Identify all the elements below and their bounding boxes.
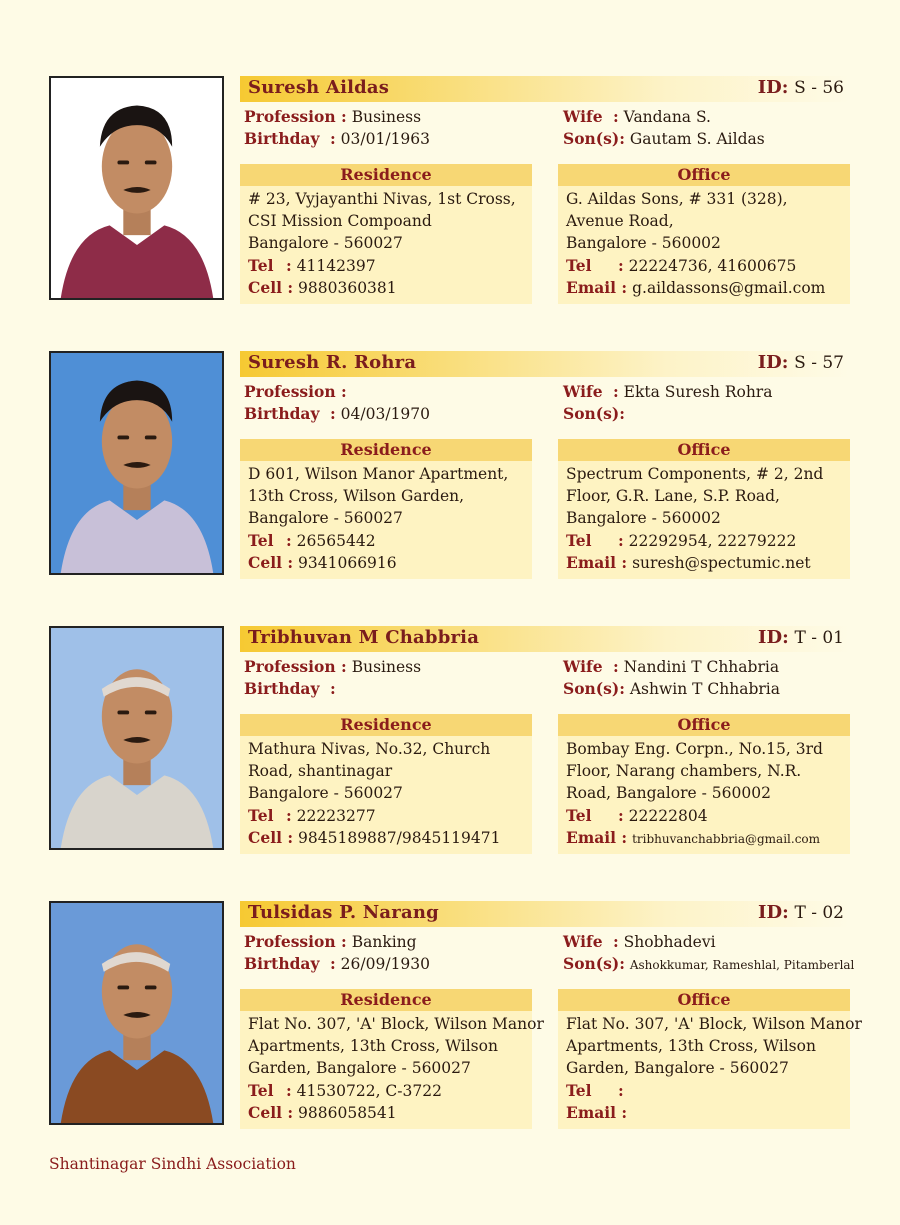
office-address-line: Avenue Road, bbox=[566, 212, 674, 230]
office-address-line: Bangalore - 560002 bbox=[566, 234, 721, 252]
member-photo bbox=[49, 76, 224, 300]
residence-box bbox=[240, 461, 532, 579]
office-tel-row bbox=[566, 256, 796, 275]
member-name: Tribhuvan M Chabbria bbox=[248, 627, 480, 648]
residence-tel-value: 22223277 bbox=[296, 807, 376, 825]
member-id bbox=[758, 77, 844, 98]
sons-row bbox=[563, 954, 854, 973]
residence-tel-colon: : bbox=[286, 1081, 292, 1100]
wife-label: Wife bbox=[563, 657, 603, 676]
office-header: Office bbox=[558, 164, 850, 186]
office-email-label: Email : bbox=[566, 278, 628, 297]
residence-cell-value: 9845189887/9845119471 bbox=[298, 829, 501, 847]
birthday-row bbox=[244, 129, 430, 148]
residence-address-line: Road, shantinagar bbox=[248, 762, 393, 780]
member-name: Suresh R. Rohra bbox=[248, 352, 417, 373]
residence-cell-value: 9341066916 bbox=[298, 554, 397, 572]
residence-cell-label: Cell : bbox=[248, 1103, 294, 1122]
office-box bbox=[558, 1011, 862, 1129]
member-id bbox=[758, 352, 844, 373]
office-tel-label: Tel bbox=[566, 806, 592, 825]
residence-cell-label: Cell : bbox=[248, 828, 294, 847]
wife-value: Shobhadevi bbox=[623, 933, 716, 951]
sons-label: Son(s): bbox=[563, 954, 625, 973]
residence-tel-label: Tel bbox=[248, 806, 274, 825]
profession-value: Business bbox=[351, 658, 422, 676]
office-tel-value: 22224736, 41600675 bbox=[628, 257, 797, 275]
birthday-colon: : bbox=[330, 404, 336, 423]
office-tel-row bbox=[566, 1081, 624, 1100]
member-photo bbox=[49, 626, 224, 850]
residence-tel-row bbox=[248, 256, 376, 275]
office-tel-colon: : bbox=[618, 256, 624, 275]
residence-cell-row bbox=[248, 553, 397, 572]
office-tel-row bbox=[566, 806, 708, 825]
residence-address-line: Mathura Nivas, No.32, Church bbox=[248, 740, 491, 758]
member-entry bbox=[0, 901, 900, 1155]
residence-tel-row bbox=[248, 806, 376, 825]
id-value: S - 57 bbox=[794, 353, 844, 373]
member-photo bbox=[49, 351, 224, 575]
profession-row bbox=[244, 932, 417, 951]
office-header: Office bbox=[558, 439, 850, 461]
residence-header: Residence bbox=[240, 164, 532, 186]
profession-row bbox=[244, 107, 421, 126]
wife-value: Vandana S. bbox=[623, 108, 711, 126]
office-address-line: Flat No. 307, 'A' Block, Wilson Manor bbox=[566, 1015, 862, 1033]
residence-tel-value: 41530722, C-3722 bbox=[296, 1082, 442, 1100]
birthday-value: 04/03/1970 bbox=[340, 405, 431, 423]
residence-box bbox=[240, 736, 532, 854]
residence-tel-label: Tel bbox=[248, 531, 274, 550]
profession-label: Profession : bbox=[244, 107, 347, 126]
id-label: ID: bbox=[757, 352, 789, 373]
name-bar bbox=[240, 901, 850, 927]
birthday-row bbox=[244, 679, 336, 698]
office-address-line: Spectrum Components, # 2, 2nd bbox=[566, 465, 824, 483]
office-tel-row bbox=[566, 531, 796, 550]
residence-tel-value: 26565442 bbox=[296, 532, 376, 550]
office-tel-value: 22292954, 22279222 bbox=[628, 532, 797, 550]
office-email-label: Email : bbox=[566, 553, 628, 572]
residence-header: Residence bbox=[240, 714, 532, 736]
birthday-value: 03/01/1963 bbox=[340, 130, 431, 148]
residence-address-line: 13th Cross, Wilson Garden, bbox=[248, 487, 465, 505]
office-box bbox=[558, 461, 850, 579]
residence-tel-row bbox=[248, 531, 376, 550]
office-tel-colon: : bbox=[618, 1081, 624, 1100]
profession-value: Banking bbox=[351, 933, 417, 951]
office-email-label: Email : bbox=[566, 828, 628, 847]
office-address-line: Bangalore - 560002 bbox=[566, 509, 721, 527]
residence-tel-label: Tel bbox=[248, 1081, 274, 1100]
member-id bbox=[758, 627, 844, 648]
office-tel-label: Tel bbox=[566, 256, 592, 275]
member-entry bbox=[0, 626, 900, 880]
office-address-line: Bombay Eng. Corpn., No.15, 3rd bbox=[566, 740, 823, 758]
wife-colon: : bbox=[613, 382, 619, 401]
footer-association-name: Shantinagar Sindhi Association bbox=[49, 1155, 296, 1173]
wife-label: Wife bbox=[563, 107, 603, 126]
residence-address-line: Bangalore - 560027 bbox=[248, 234, 403, 252]
residence-cell-row bbox=[248, 278, 397, 297]
birthday-colon: : bbox=[330, 129, 336, 148]
profession-value: Business bbox=[351, 108, 422, 126]
sons-label: Son(s): bbox=[563, 129, 625, 148]
birthday-colon: : bbox=[330, 679, 336, 698]
wife-row bbox=[563, 107, 711, 126]
member-name: Tulsidas P. Narang bbox=[248, 902, 439, 923]
wife-value: Nandini T Chhabria bbox=[623, 658, 780, 676]
office-address-line: Floor, G.R. Lane, S.P. Road, bbox=[566, 487, 780, 505]
residence-address-line: CSI Mission Compoand bbox=[248, 212, 432, 230]
residence-cell-label: Cell : bbox=[248, 553, 294, 572]
wife-colon: : bbox=[613, 107, 619, 126]
residence-cell-label: Cell : bbox=[248, 278, 294, 297]
residence-header: Residence bbox=[240, 439, 532, 461]
wife-row bbox=[563, 657, 779, 676]
name-bar bbox=[240, 351, 850, 377]
residence-tel-colon: : bbox=[286, 256, 292, 275]
residence-address-line: D 601, Wilson Manor Apartment, bbox=[248, 465, 509, 483]
sons-value: Gautam S. Aildas bbox=[629, 130, 765, 148]
office-header: Office bbox=[558, 714, 850, 736]
office-address-line: Garden, Bangalore - 560027 bbox=[566, 1059, 789, 1077]
office-address-line: G. Aildas Sons, # 331 (328), bbox=[566, 190, 788, 208]
sons-row bbox=[563, 404, 625, 423]
name-bar bbox=[240, 76, 850, 102]
id-value: T - 02 bbox=[794, 903, 844, 923]
sons-value: Ashokkumar, Rameshlal, Pitamberlal bbox=[629, 958, 855, 972]
office-email-value: suresh@spectumic.net bbox=[632, 554, 811, 572]
residence-header: Residence bbox=[240, 989, 532, 1011]
office-tel-value: 22222804 bbox=[628, 807, 708, 825]
office-tel-label: Tel bbox=[566, 531, 592, 550]
residence-cell-value: 9886058541 bbox=[298, 1104, 397, 1122]
residence-tel-colon: : bbox=[286, 806, 292, 825]
residence-box bbox=[240, 1011, 544, 1129]
profession-label: Profession : bbox=[244, 382, 347, 401]
profession-row bbox=[244, 657, 421, 676]
wife-label: Wife bbox=[563, 932, 603, 951]
office-email-row bbox=[566, 1103, 627, 1122]
profession-row bbox=[244, 382, 347, 401]
birthday-label: Birthday bbox=[244, 679, 320, 698]
wife-value: Ekta Suresh Rohra bbox=[623, 383, 773, 401]
birthday-label: Birthday bbox=[244, 129, 320, 148]
sons-row bbox=[563, 129, 765, 148]
name-bar bbox=[240, 626, 850, 652]
wife-row bbox=[563, 382, 772, 401]
birthday-label: Birthday bbox=[244, 954, 320, 973]
office-email-row bbox=[566, 828, 820, 847]
office-address-line: Road, Bangalore - 560002 bbox=[566, 784, 771, 802]
wife-colon: : bbox=[613, 932, 619, 951]
wife-row bbox=[563, 932, 716, 951]
profession-label: Profession : bbox=[244, 932, 347, 951]
office-address-line: Floor, Narang chambers, N.R. bbox=[566, 762, 802, 780]
wife-colon: : bbox=[613, 657, 619, 676]
office-email-value: tribhuvanchabbria@gmail.com bbox=[632, 832, 821, 846]
residence-tel-label: Tel bbox=[248, 256, 274, 275]
office-email-label: Email : bbox=[566, 1103, 628, 1122]
member-id bbox=[758, 902, 844, 923]
id-label: ID: bbox=[758, 627, 789, 648]
sons-label: Son(s): bbox=[563, 404, 625, 423]
id-label: ID: bbox=[758, 902, 789, 923]
birthday-value: 26/09/1930 bbox=[340, 955, 431, 973]
residence-cell-row bbox=[248, 828, 501, 847]
office-tel-colon: : bbox=[618, 531, 624, 550]
residence-address-line: Apartments, 13th Cross, Wilson bbox=[248, 1037, 498, 1055]
residence-address-line: # 23, Vyjayanthi Nivas, 1st Cross, bbox=[248, 190, 516, 208]
office-email-row bbox=[566, 278, 825, 297]
residence-cell-value: 9880360381 bbox=[298, 279, 397, 297]
office-email-value: g.aildassons@gmail.com bbox=[632, 279, 826, 297]
residence-address-line: Garden, Bangalore - 560027 bbox=[248, 1059, 471, 1077]
sons-label: Son(s): bbox=[563, 679, 625, 698]
residence-address-line: Flat No. 307, 'A' Block, Wilson Manor bbox=[248, 1015, 544, 1033]
birthday-colon: : bbox=[330, 954, 336, 973]
wife-label: Wife bbox=[563, 382, 603, 401]
birthday-label: Birthday bbox=[244, 404, 320, 423]
id-value: S - 56 bbox=[794, 78, 844, 98]
member-entry bbox=[0, 351, 900, 605]
birthday-row bbox=[244, 404, 430, 423]
residence-tel-row bbox=[248, 1081, 442, 1100]
profession-label: Profession : bbox=[244, 657, 347, 676]
office-email-row bbox=[566, 553, 811, 572]
residence-box bbox=[240, 186, 532, 304]
residence-address-line: Bangalore - 560027 bbox=[248, 784, 403, 802]
office-box bbox=[558, 186, 850, 304]
residence-address-line: Bangalore - 560027 bbox=[248, 509, 403, 527]
member-photo bbox=[49, 901, 224, 1125]
residence-tel-colon: : bbox=[286, 531, 292, 550]
member-entry bbox=[0, 76, 900, 330]
residence-cell-row bbox=[248, 1103, 397, 1122]
sons-value: Ashwin T Chhabria bbox=[629, 680, 780, 698]
sons-row bbox=[563, 679, 780, 698]
member-name: Suresh Aildas bbox=[248, 77, 390, 98]
office-box bbox=[558, 736, 850, 854]
office-address-line: Apartments, 13th Cross, Wilson bbox=[566, 1037, 816, 1055]
id-label: ID: bbox=[757, 77, 789, 98]
birthday-row bbox=[244, 954, 430, 973]
office-tel-label: Tel bbox=[566, 1081, 592, 1100]
office-header: Office bbox=[558, 989, 850, 1011]
residence-tel-value: 41142397 bbox=[296, 257, 376, 275]
office-tel-colon: : bbox=[618, 806, 624, 825]
id-value: T - 01 bbox=[794, 628, 844, 648]
